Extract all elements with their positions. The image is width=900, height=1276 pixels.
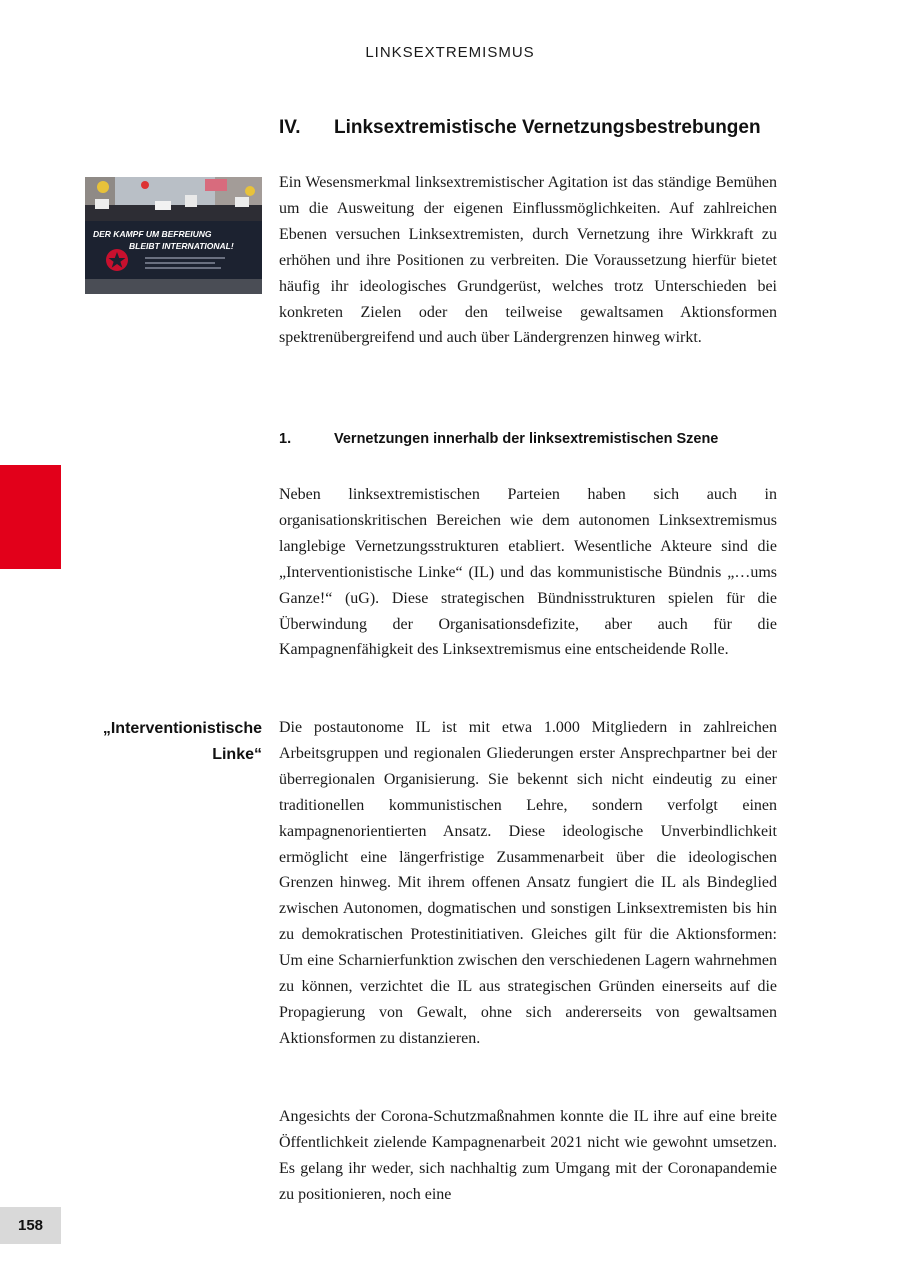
il-paragraph xyxy=(279,715,777,1052)
margin-note-line-2: Linke“ xyxy=(212,746,262,763)
chapter-title-text: Linksextremistische Vernetzungsbestrebungen xyxy=(334,117,761,138)
page-number: 158 xyxy=(0,1207,61,1244)
photo-illustration xyxy=(85,177,262,294)
intro-paragraph-text: Ein Wesensmerkmal linksextremistischer Agitation ist das ständige Bemühen um die Ausweitung der eigenen Einflussmöglichkeiten. Auf zahlreichen Ebenen versuchen Linksextremisten, durch Vernetzung ihre Wirkkraft zu erhöhen und ihre Positionen zu verbreiten. Die Voraussetzung hierfür bietet häufig ihr ideologisches Grundgerüst, welches trotz Unterschieden bei konkreten Zielen oder den teilweise gewaltsamen Aktionsformen spektrenübergreifend und auch über Ländergrenzen hinweg wirkt. xyxy=(279,174,777,347)
photo-street xyxy=(85,279,262,294)
section-paragraph xyxy=(279,482,777,663)
section-paragraph-text: Neben linksextremistischen Parteien haben sich auch in organisationskritischen Bereichen wie dem autonomen Linksextremismus langlebige Vernetzungsstrukturen etabliert. Wesentliche Akteure sind die „Interventionistische Linke“ (IL) und das kommunistische Bündnis „…ums Ganze!“ (uG). Diese strategischen Bündnisstrukturen spielen für die Überwindung der Organisationsdefizite, aber auch für die Kampagnenfähigkeit des Linksextremismus eine entscheidende Rolle. xyxy=(279,486,777,659)
chapter-number: IV. xyxy=(279,117,301,138)
photo-sign xyxy=(155,201,171,210)
photo-sign xyxy=(235,197,249,207)
corona-paragraph xyxy=(279,1104,777,1208)
demonstration-photo xyxy=(85,177,262,294)
section-title-text: Vernetzungen innerhalb der linksextremistischen Szene xyxy=(334,431,719,447)
corona-paragraph-text: Angesichts der Corona-Schutzmaßnahmen konnte die IL ihre auf eine breite Öffentlichkeit zielende Kampagnenarbeit 2021 nicht wie gewohnt umsetzen. Es gelang ihr weder, sich nachhaltig zum Umgang mit der Coronapandemie zu positionieren, noch eine xyxy=(279,1108,777,1203)
banner-line-2: BLEIBT INTERNATIONAL! xyxy=(129,241,234,251)
banner-line-1: DER KAMPF UM BEFREIUNG xyxy=(93,229,212,239)
running-head: LINKSEXTREMISMUS xyxy=(365,44,535,61)
photo-pink-sign xyxy=(205,179,227,191)
photo-balloon xyxy=(245,186,255,196)
banner-small-print xyxy=(145,257,225,259)
intro-paragraph xyxy=(279,170,777,351)
section-title xyxy=(279,431,799,447)
chapter-title xyxy=(279,117,799,139)
margin-note xyxy=(80,716,262,768)
il-paragraph-text: Die postautonome IL ist mit etwa 1.000 Mitgliedern in zahlreichen Arbeitsgruppen und regionalen Gliederungen erster Ansprechpartner bei der überregionalen Organisierung. Sie bekennt sich nicht eindeutig zu einer traditionellen kommunistischen Lehre, sondern verfolgt einen kampagnenorientierten Ansatz. Diese ideologische Unverbindlichkeit ermöglicht eine längerfristige Zusammenarbeit über die ideologischen Grenzen hinweg. Mit ihrem offenen Ansatz fungiert die IL als Bindeglied zwischen Autonomen, dogmatischen und sonstigen Linksextremisten bis hin zu demokratischen Protestinitiativen. Gleiches gilt für die Aktionsformen: Um eine Scharnierfunktion zwischen den verschiedenen Lagern wahrnehmen zu können, verzichtet die IL aus strategischen Gründen einerseits auf die Propagierung von Gewalt, ohne sich andererseits von gewaltsamen Aktionsformen zu distanzieren. xyxy=(279,719,777,1047)
margin-note-line-1: „Interventionistische xyxy=(102,720,262,737)
photo-sign xyxy=(95,199,109,209)
banner-small-print xyxy=(145,267,221,269)
photo-balloon xyxy=(97,181,109,193)
chapter-marker-tab xyxy=(0,465,61,569)
section-number: 1. xyxy=(279,431,292,447)
photo-sign xyxy=(185,195,197,207)
photo-balloon xyxy=(141,181,149,189)
banner-small-print xyxy=(145,262,215,264)
